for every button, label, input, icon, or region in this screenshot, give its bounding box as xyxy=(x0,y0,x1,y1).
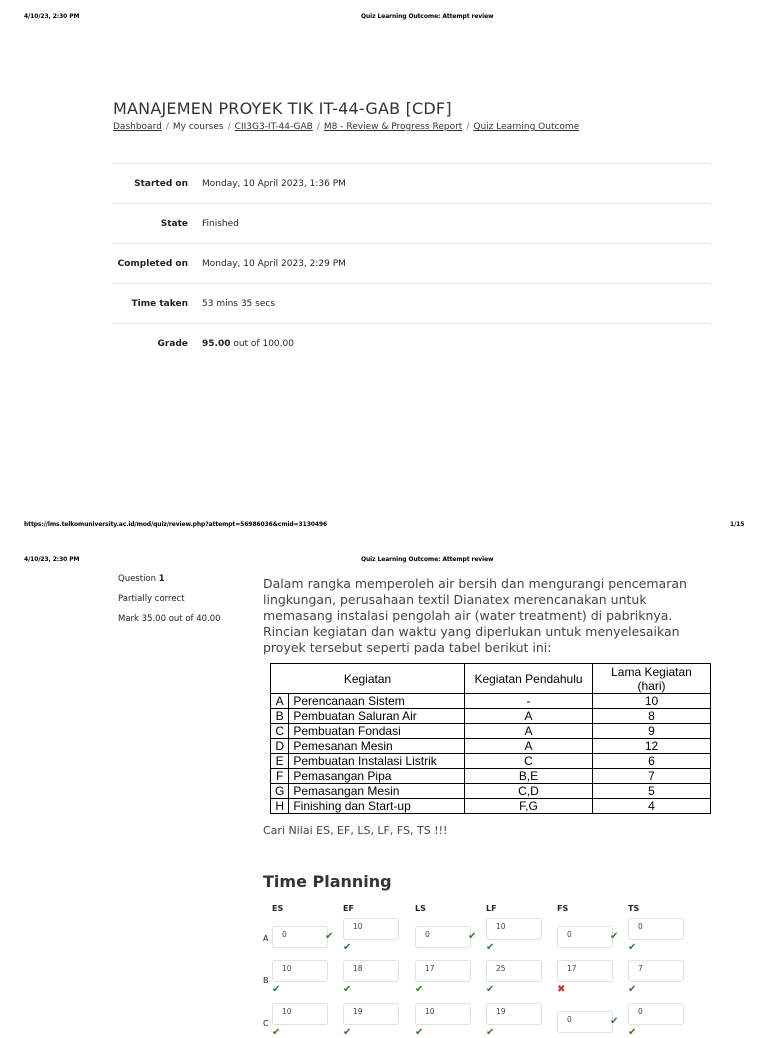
answer-input-b-ts[interactable]: 7 xyxy=(628,960,684,982)
table-cell: Pembuatan Instalasi Listrik xyxy=(289,754,465,769)
table-cell: A xyxy=(465,724,593,739)
table-cell: - xyxy=(465,694,593,709)
table-cell: A xyxy=(465,709,593,724)
question-instruction: Cari Nilai ES, EF, LS, LF, FS, TS !!! xyxy=(263,824,448,837)
answer-input-b-fs[interactable]: 17 xyxy=(557,960,613,982)
print-datetime-2: 4/10/23, 2:30 PM xyxy=(24,556,80,563)
section-title: Time Planning xyxy=(263,872,392,891)
table-cell: 8 xyxy=(593,709,711,724)
breadcrumb-my-courses: My courses xyxy=(172,122,224,132)
row-label-b: B xyxy=(263,976,269,985)
table-cell: H xyxy=(271,799,289,814)
check-icon: ✔ xyxy=(325,931,334,942)
table-row xyxy=(271,754,711,769)
answer-input-b-lf[interactable]: 25 xyxy=(486,960,542,982)
answer-input-b-ef[interactable]: 18 xyxy=(343,960,399,982)
answer-input-a-es[interactable]: 0 xyxy=(272,926,328,948)
table-cell: 4 xyxy=(593,799,711,814)
page-title: MANAJEMEN PROYEK TIK IT-44-GAB [CDF] xyxy=(113,99,452,118)
table-cell: Finishing dan Start-up xyxy=(289,799,465,814)
check-icon: ✔ xyxy=(272,1027,281,1038)
summary-started: Started on Monday, 10 April 2023, 1:36 PM xyxy=(113,163,710,203)
column-header-lf: LF xyxy=(486,904,497,913)
table-cell: B,E xyxy=(465,769,593,784)
column-header-es: ES xyxy=(272,904,284,913)
table-cell: A xyxy=(465,739,593,754)
summary-grade: Grade 95.00 out of 100.00 xyxy=(113,323,710,363)
table-cell: 9 xyxy=(593,724,711,739)
question-text: Dalam rangka memperoleh air bersih dan mengurangi pencemaran lingkungan, perusahaan textil Dianatex merencanakan untuk memasang instalasi pengolah air (water treatment) di pabriknya. Rincian kegiatan dan waktu yang diperlukan untuk menyelesaikan proyek tersebut seperti pada tabel berikut ini: xyxy=(263,576,687,655)
table-row xyxy=(271,724,711,739)
answer-input-b-es[interactable]: 10 xyxy=(272,960,328,982)
answer-input-b-ls[interactable]: 17 xyxy=(415,960,471,982)
breadcrumb-dashboard[interactable]: Dashboard xyxy=(113,122,162,132)
table-cell: 5 xyxy=(593,784,711,799)
table-row xyxy=(271,784,711,799)
attempt-summary xyxy=(113,163,710,363)
column-header-ts: TS xyxy=(628,904,640,913)
check-icon: ✔ xyxy=(486,1027,495,1038)
answer-input-a-lf[interactable]: 10 xyxy=(486,918,542,940)
breadcrumb-quiz[interactable]: Quiz Learning Outcome xyxy=(473,122,580,132)
check-icon: ✔ xyxy=(628,1027,637,1038)
column-header-fs: FS xyxy=(557,904,569,913)
column-header-ef: EF xyxy=(343,904,354,913)
print-doc-title: Quiz Learning Outcome: Attempt review xyxy=(361,13,494,20)
check-icon: ✔ xyxy=(343,984,352,995)
row-label-c: C xyxy=(263,1019,269,1028)
breadcrumb-course[interactable]: CII3G3-IT-44-GAB xyxy=(234,122,313,132)
grade-value: 95.00 xyxy=(202,338,231,349)
check-icon: ✔ xyxy=(343,1027,352,1038)
row-label-a: A xyxy=(263,934,269,943)
table-cell: 12 xyxy=(593,739,711,754)
check-icon: ✔ xyxy=(628,984,637,995)
table-cell: F xyxy=(271,769,289,784)
table-header-kegiatan: Kegiatan xyxy=(271,664,465,694)
table-cell: Pembuatan Saluran Air xyxy=(289,709,465,724)
table-cell: Pemasangan Mesin xyxy=(289,784,465,799)
check-icon: ✔ xyxy=(415,984,424,995)
answer-input-a-fs[interactable]: 0 xyxy=(557,926,613,948)
check-icon: ✔ xyxy=(343,942,352,953)
table-cell: Pemesanan Mesin xyxy=(289,739,465,754)
answer-input-c-es[interactable]: 10 xyxy=(272,1003,328,1025)
activity-table xyxy=(270,663,711,814)
question-state: Partially correct xyxy=(118,594,185,604)
question-number: Question 1 xyxy=(118,574,165,584)
answer-input-c-lf[interactable]: 19 xyxy=(486,1003,542,1025)
table-cell: Pembuatan Fondasi xyxy=(289,724,465,739)
table-row xyxy=(271,709,711,724)
table-cell: Perencanaan Sistem xyxy=(289,694,465,709)
table-row xyxy=(271,694,711,709)
column-header-ls: LS xyxy=(415,904,426,913)
summary-state: State Finished xyxy=(113,203,710,243)
answer-input-c-ef[interactable]: 19 xyxy=(343,1003,399,1025)
table-cell: C xyxy=(465,754,593,769)
answer-input-a-ef[interactable]: 10 xyxy=(343,918,399,940)
print-datetime: 4/10/23, 2:30 PM xyxy=(24,13,80,20)
table-header-lama: Lama Kegiatan (hari) xyxy=(593,664,711,694)
breadcrumb: Dashboard / My courses / CII3G3-IT-44-GAB / M8 - Review & Progress Report / Quiz Learning Outcome xyxy=(113,122,580,132)
table-row xyxy=(271,739,711,754)
check-icon: ✔ xyxy=(610,931,619,942)
check-icon: ✔ xyxy=(415,1027,424,1038)
table-cell: G xyxy=(271,784,289,799)
answer-input-c-ls[interactable]: 10 xyxy=(415,1003,471,1025)
table-cell: B xyxy=(271,709,289,724)
table-row xyxy=(271,799,711,814)
check-icon: ✔ xyxy=(486,942,495,953)
answer-input-a-ls[interactable]: 0 xyxy=(415,926,471,948)
answer-input-c-ts[interactable]: 0 xyxy=(628,1003,684,1025)
answer-input-a-ts[interactable]: 0 xyxy=(628,918,684,940)
question-mark: Mark 35.00 out of 40.00 xyxy=(118,614,221,624)
check-icon: ✔ xyxy=(272,984,281,995)
table-cell: 7 xyxy=(593,769,711,784)
table-cell: A xyxy=(271,694,289,709)
table-cell: C,D xyxy=(465,784,593,799)
answer-input-c-fs[interactable]: 0 xyxy=(557,1011,613,1033)
check-icon: ✔ xyxy=(486,984,495,995)
table-row xyxy=(271,769,711,784)
table-header-pendahulu: Kegiatan Pendahulu xyxy=(465,664,593,694)
table-cell: F,G xyxy=(465,799,593,814)
check-icon: ✔ xyxy=(610,1016,619,1027)
table-cell: Pemasangan Pipa xyxy=(289,769,465,784)
table-cell: 6 xyxy=(593,754,711,769)
table-cell: C xyxy=(271,724,289,739)
summary-completed: Completed on Monday, 10 April 2023, 2:29 PM xyxy=(113,243,710,283)
table-cell: 10 xyxy=(593,694,711,709)
summary-time-taken: Time taken 53 mins 35 secs xyxy=(113,283,710,323)
breadcrumb-section[interactable]: M8 - Review & Progress Report xyxy=(323,122,463,132)
check-icon: ✔ xyxy=(628,942,637,953)
print-url: https://lms.telkomuniversity.ac.id/mod/quiz/review.php?attempt=56986036&cmid=3130496 xyxy=(24,521,328,528)
table-cell: D xyxy=(271,739,289,754)
cross-icon: ✖ xyxy=(557,984,566,995)
print-doc-title-2: Quiz Learning Outcome: Attempt review xyxy=(361,556,494,563)
table-cell: E xyxy=(271,754,289,769)
check-icon: ✔ xyxy=(468,931,477,942)
print-page-number: 1/15 xyxy=(730,521,745,528)
